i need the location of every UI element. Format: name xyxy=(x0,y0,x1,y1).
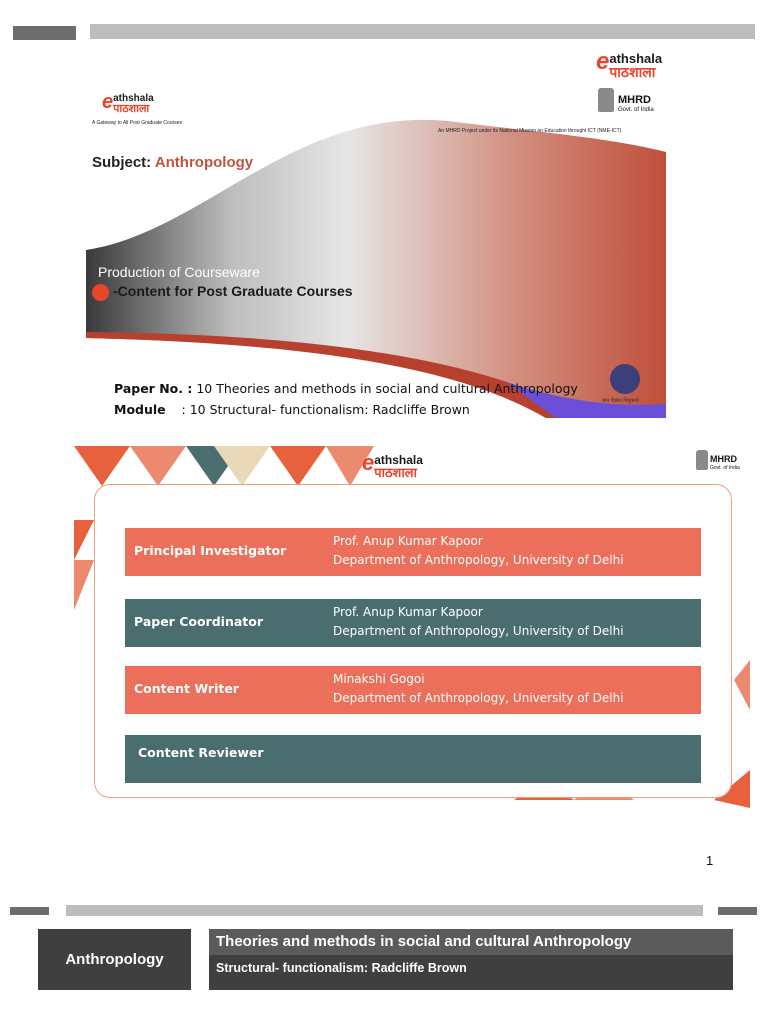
logo-text-hi: पाठशाला xyxy=(113,103,150,115)
logo-text-hi: पाठशाला xyxy=(609,64,656,80)
credit-role: Content Reviewer xyxy=(138,745,264,760)
footer-bar-right xyxy=(718,907,757,915)
footer-paper xyxy=(209,929,733,955)
credit-dept: Department of Anthropology, University of Delhi xyxy=(333,553,624,567)
paper-value: 10 Theories and methods in social and cultural Anthropology xyxy=(196,381,578,396)
mhrd-label: MHRD xyxy=(710,454,737,464)
e-logo-icon: e xyxy=(102,91,114,113)
footer-paper-title: Theories and methods in social and cultural Anthropology xyxy=(216,933,632,950)
subject-line xyxy=(92,154,253,171)
credit-role: Paper Coordinator xyxy=(134,614,264,629)
logo-tagline: A Gateway to All Post Graduate Courses xyxy=(92,120,183,126)
econtent-text: -Content for Post Graduate Courses xyxy=(113,283,353,299)
credit-dept: Department of Anthropology, University of Delhi xyxy=(333,691,624,705)
credit-dept: Department of Anthropology, University of Delhi xyxy=(333,624,624,638)
econtent-line xyxy=(92,283,353,301)
footer-bar-left xyxy=(10,907,49,915)
module-value: : 10 Structural- functionalism: Radcliffe Brown xyxy=(181,402,470,417)
credit-row-paper-coordinator xyxy=(125,599,701,647)
header-bar xyxy=(90,24,755,39)
national-emblem-icon xyxy=(696,450,708,470)
credit-name: Minakshi Gogoi xyxy=(333,672,425,686)
subject-label: Subject: xyxy=(92,154,152,171)
page-number: 1 xyxy=(706,853,714,868)
credits-slide xyxy=(74,440,750,808)
footer-module-title: Structural- functionalism: Radcliffe Brown xyxy=(216,961,467,975)
mhrd-sub: Govt. of India xyxy=(710,465,740,471)
production-text: Production of Courseware xyxy=(98,264,260,280)
seal-text: ज्ञान विज्ञान विमुक्तये xyxy=(602,398,639,404)
logo-text-en: athshala xyxy=(374,453,423,467)
credit-row-content-writer xyxy=(125,666,701,714)
header-bar-left xyxy=(13,26,76,40)
paper-module-block xyxy=(114,378,578,418)
footer-subject: Anthropology xyxy=(38,929,191,990)
nmeict-line: An MHRD Project under its National Mission on Education throught ICT (NME-ICT) xyxy=(438,128,622,134)
module-label: Module xyxy=(114,402,166,417)
credit-name: Prof. Anup Kumar Kapoor xyxy=(333,605,483,619)
credit-name: Prof. Anup Kumar Kapoor xyxy=(333,534,483,548)
logo-text-hi: पाठशाला xyxy=(374,465,417,480)
credit-role: Principal Investigator xyxy=(134,543,287,558)
subject-value: Anthropology xyxy=(154,154,254,171)
logo-text-en: athshala xyxy=(609,51,663,66)
paper-label: Paper No. : xyxy=(114,381,193,396)
slide1-logo xyxy=(102,92,154,115)
title-slide xyxy=(86,82,666,418)
footer-bar xyxy=(66,905,703,916)
e-logo-icon: e xyxy=(596,48,610,75)
national-emblem-icon xyxy=(598,88,614,112)
mhrd-sub: Govt. of India xyxy=(618,107,654,113)
credit-row-content-reviewer xyxy=(125,735,701,783)
footer-module xyxy=(209,955,733,990)
logo-text-en: athshala xyxy=(113,93,154,104)
credit-row-principal-investigator xyxy=(125,528,701,576)
e-logo-icon: e xyxy=(362,450,375,475)
mhrd-label: MHRD xyxy=(618,94,651,106)
e-logo-icon xyxy=(92,284,109,301)
institution-seal-icon xyxy=(610,364,640,394)
slide2-logo xyxy=(362,452,423,479)
credit-role: Content Writer xyxy=(134,681,239,696)
epathshala-logo xyxy=(596,50,662,79)
credits-card xyxy=(94,484,732,798)
